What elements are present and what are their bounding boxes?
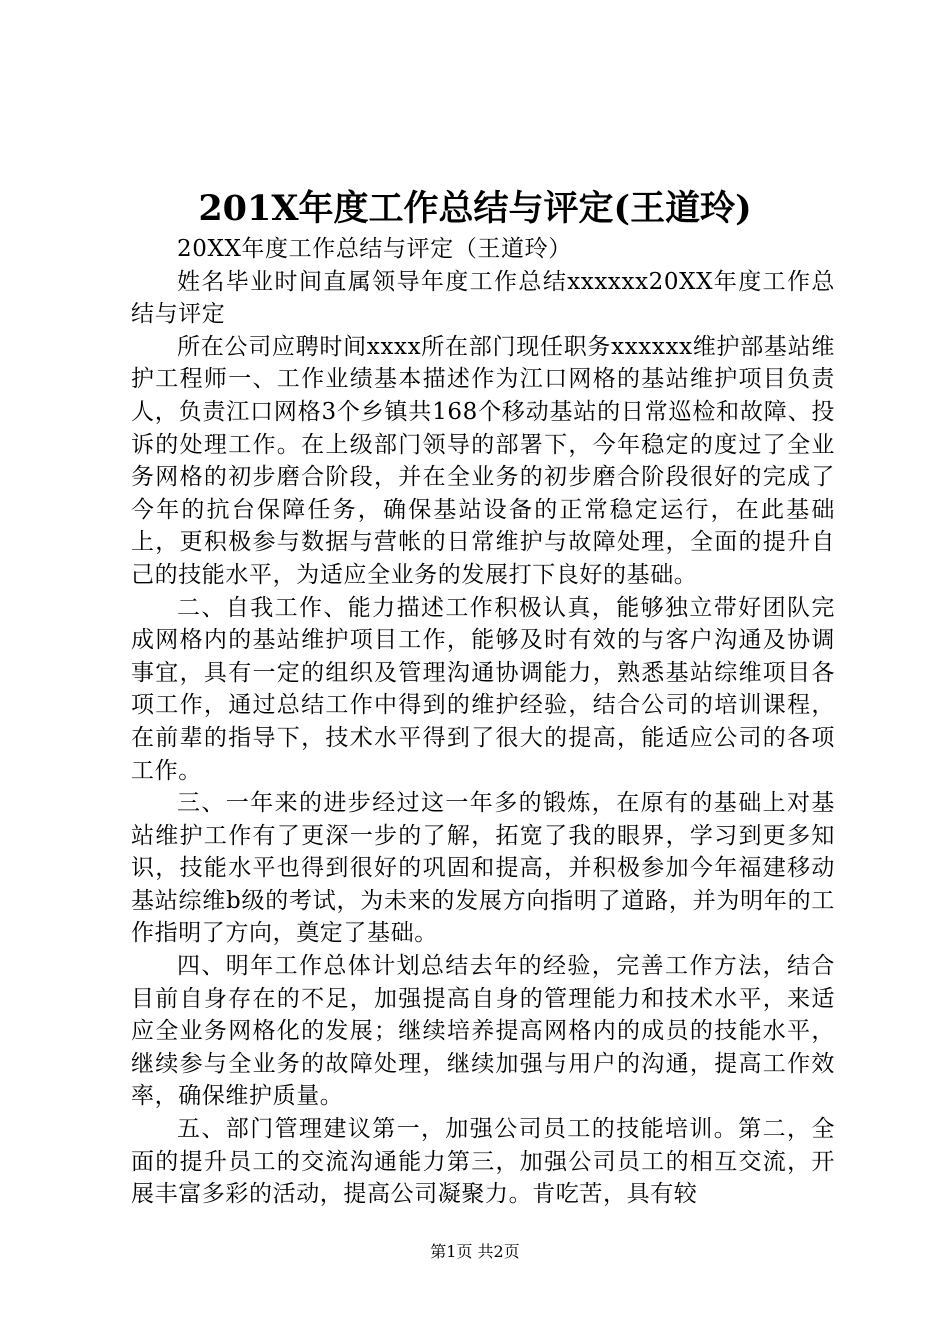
paragraph-next-year-plan: 四、明年工作总体计划总结去年的经验，完善工作方法，结合目前自身存在的不足，加强提高自身的管理能力和技术水平，来适应全业务网格化的发展；继续培养提高网格内的成员的技能水平，继续参与全业务的故障处理，继续加强与用户的沟通，提高工作效率，确保维护质量。 [131, 953, 835, 1110]
paragraph-self-assessment: 二、自我工作、能力描述工作积极认真，能够独立带好团队完成网格内的基站维护项目工作，能够及时有效的与客户沟通及协调事宜，具有一定的组织及管理沟通协调能力，熟悉基站综维项目各项工作，通过总结工作中得到的维护经验，结合公司的培训课程，在前辈的指导下，技术水平得到了很大的提高，能适应公司的各项工作。 [131, 594, 835, 784]
document-title: 201X年度工作总结与评定(王道玲) [198, 188, 752, 229]
paragraph-management-suggestions: 五、部门管理建议第一，加强公司员工的技能培训。第二，全面的提升员工的交流沟通能力第三，加强公司员工的相互交流，开展丰富多彩的活动，提高公司凝聚力。肯吃苦，具有较 [131, 1116, 835, 1208]
paragraph-work-performance: 所在公司应聘时间xxxx所在部门现任职务xxxxxx维护部基站维护工程师一、工作业绩基本描述作为江口网格的基站维护项目负责人，负责江口网格3个乡镇共168个移动基站的日常巡检和故障、投诉的处理工作。在上级部门领导的部署下，今年稳定的度过了全业务网格的初步磨合阶段，并在全业务的初步磨合阶段很好的完成了今年的抗台保障任务，确保基站设备的正常稳定运行，在此基础上，更积极参与数据与营帐的日常维护与故障处理，全面的提升自己的技能水平，为适应全业务的发展打下良好的基础。 [131, 333, 835, 588]
paragraph-progress: 三、一年来的进步经过这一年多的锻炼，在原有的基础上对基站维护工作有了更深一步的了解，拓宽了我的眼界，学习到更多知识，技能水平也得到很好的巩固和提高，并积极参加今年福建移动基站综维b级的考试，为未来的发展方向指明了道路，并为明年的工作指明了方向，奠定了基础。 [131, 790, 835, 947]
page-footer: 第1页 共2页 [430, 1242, 520, 1261]
document-body [131, 233, 835, 1211]
paragraph-subtitle: 20XX年度工作总结与评定（王道玲） [177, 236, 572, 262]
paragraph-header-fields: 姓名毕业时间直属领导年度工作总结xxxxxx20XX年度工作总结与评定 [131, 268, 835, 328]
